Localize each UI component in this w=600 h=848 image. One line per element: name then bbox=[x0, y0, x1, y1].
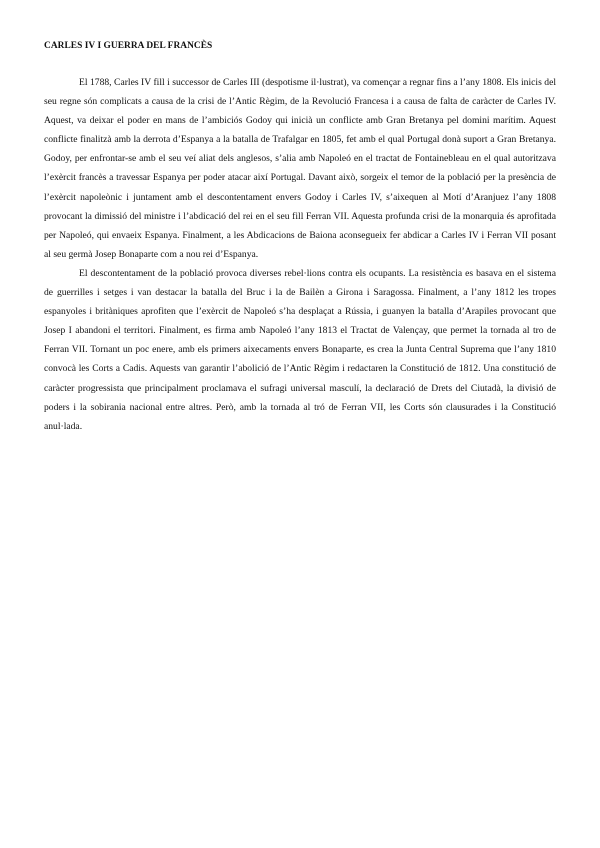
document-page bbox=[44, 40, 556, 436]
document-title: CARLES IV I GUERRA DEL FRANCÈS bbox=[44, 41, 213, 51]
paragraph-1: El 1788, Carles IV fill i successor de Carles III (despotisme il·lustrat), va començar a regnar fins a l’any 1808. Els inicis del seu regne són complicats a causa de la crisi de l’Antic Règim, de la Revolució Francesa i a causa de falta de caràcter de Carles IV. Aquest, va deixar el poder en mans de l’ambiciós Godoy qui inicià un conflicte amb Gran Bretanya pel domini marítim. Aquest conflicte finalitzà amb la derrota d’Espanya a la batalla de Trafalgar en 1805, fet amb el qual Portugal donà suport a Gran Bretanya. Godoy, per enfrontar-se amb el seu veí aliat dels anglesos, s’alia amb Napoleó en el tractat de Fontainebleau en el qual autoritzava l’exèrcit francès a travessar Espanya per poder atacar així Portugal. Davant això, sorgeix el temor de la població per la presència de l’exèrcit napoleònic i juntament amb el descontentament envers Godoy i Carles IV, s’aixequen al Motí d’Aranjuez l’any 1808 provocant la dimissió del ministre i l’abdicació del rei en el seu fill Ferran VII. Aquesta profunda crisi de la monarquia és aprofitada per Napoleó, qui envaeix Espanya. Finalment, a les Abdicacions de Baiona aconsegueix fer abdicar a Carles IV i Ferran VII posant al seu germà Josep Bonaparte com a nou rei d’Espanya. bbox=[44, 77, 556, 260]
paragraph-2: El descontentament de la població provoca diverses rebel·lions contra els ocupants. La resistència es basava en el sistema de guerrilles i setges i van destacar la batalla del Bruc i la de Bailèn a Girona i Saragossa. Finalment, a l’any 1812 les tropes espanyoles i britàniques aprofiten que l’exèrcit de Napoleó s’ha desplaçat a Rússia, i guanyen la batalla d’Arapiles provocant que Josep I abandoni el territori. Finalment, es firma amb Napoleó l’any 1813 el Tractat de Valençay, que permet la tornada al tro de Ferran VII. Tornant un poc enere, amb els primers aixecaments envers Bonaparte, es crea la Junta Central Suprema que l’any 1810 convocà les Corts a Cadis. Aquests van garantir l’abolició de l’Antic Règim i redactaren la Constitució de 1812. Una constitució de caràcter progressista que principalment proclamava el sufragi universal masculí, la declaració de Drets del Ciutadà, la divisió de poders i la sobirania nacional entre altres. Però, amb la tornada al tró de Ferran VII, les Corts són clausurades i la Constitució anul·lada. bbox=[44, 267, 556, 432]
